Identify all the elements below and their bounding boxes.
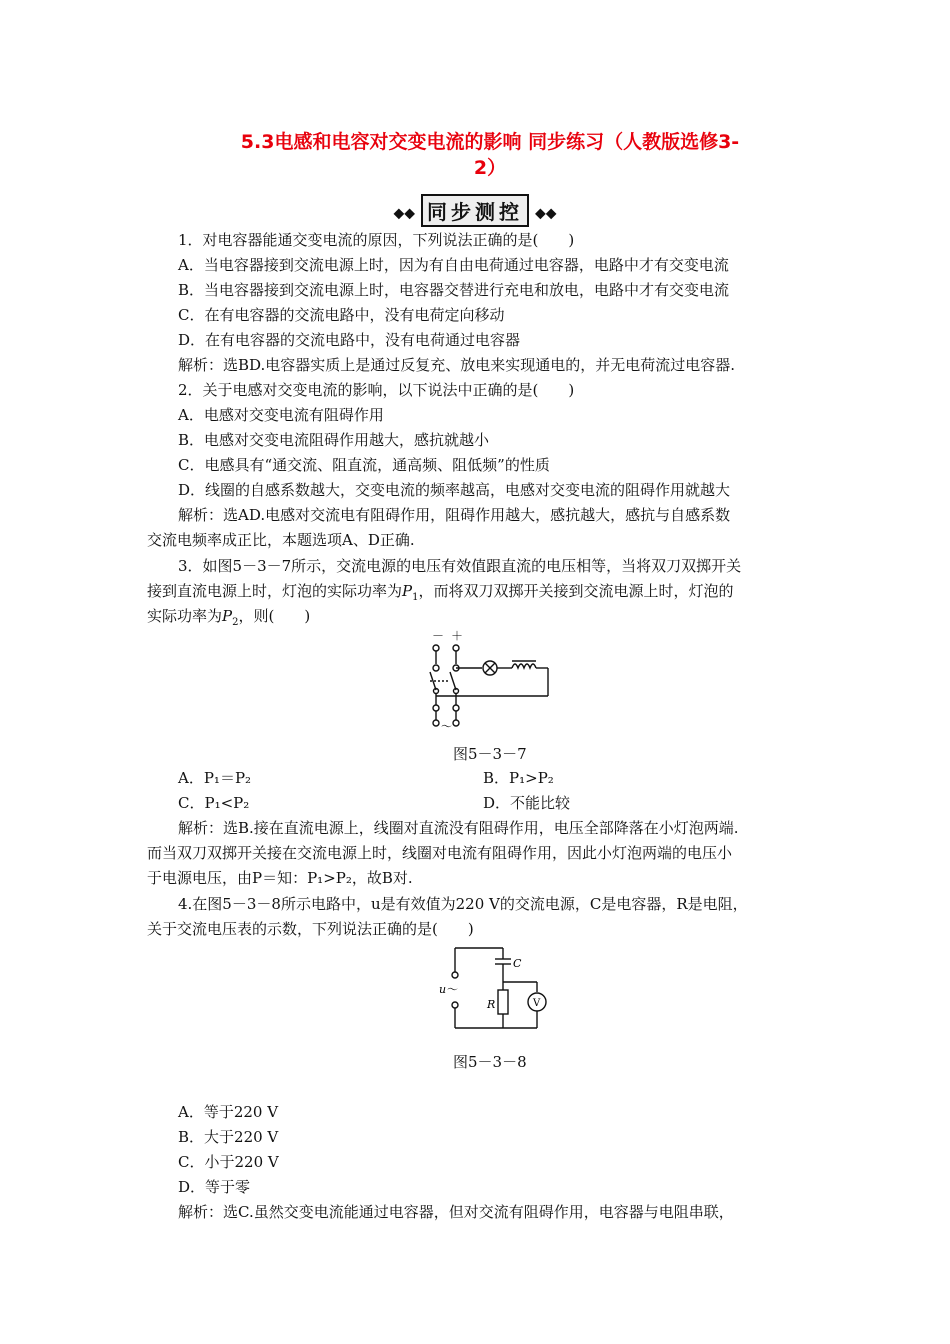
diamond-left-icon: ◆◆: [393, 205, 415, 222]
fig-plus-label: ＋: [451, 629, 464, 643]
q1-stem: 1．对电容器能通交变电流的原因，下列说法正确的是( ): [178, 231, 575, 249]
q1-analysis: 解析：选BD.电容器实质上是通过反复充、放电来实现通电的，并无电荷流过电容器.: [178, 356, 736, 374]
fig-c-label: C: [513, 957, 522, 970]
fig-minus-label: －: [432, 629, 445, 643]
q2-analysis-2: 交流电频率成正比，本题选项A、D正确.: [147, 531, 415, 549]
circuit-figure-5-3-7: [420, 628, 560, 738]
q3-analysis-1: 解析：选B.接在直流电源上，线圈对直流没有阻碍作用，电压全部降落在小灯泡两端.: [178, 819, 739, 837]
banner-label: 同步测控: [421, 194, 529, 227]
q3-option-a: A．P₁＝P₂: [178, 769, 252, 787]
q3-option-b: B．P₁>P₂: [483, 769, 554, 787]
fig-ac-label: ～: [441, 720, 452, 733]
q3-stem-1: 3．如图5－3－7所示，交流电源的电压有效值跟直流的电压相等，当将双刀双掷开关: [178, 557, 742, 575]
q2-stem: 2．关于电感对交变电流的影响，以下说法中正确的是( ): [178, 381, 575, 399]
q4-analysis: 解析：选C.虽然交变电流能通过电容器，但对交流有阻碍作用，电容器与电阻串联，: [178, 1203, 734, 1221]
q2-option-d: D．线圈的自感系数越大，交变电流的频率越高，电感对交变电流的阻碍作用就越大: [178, 481, 731, 499]
q3-stem-3: 实际功率为$P_2$，则( ): [147, 607, 311, 628]
q3-analysis-3: 于电源电压，由P＝知：P₁>P₂，故B对.: [147, 869, 413, 887]
q2-option-b: B．电感对交变电流阻碍作用越大，感抗就越小: [178, 431, 490, 449]
q3-figure-caption: 图5－3－7: [453, 745, 527, 763]
q4-option-b: B．大于220 V: [178, 1128, 279, 1146]
circuit-figure-5-3-8: [425, 940, 565, 1035]
title-line-1: 5.3电感和电容对交变电流的影响 同步练习（人教版选修3-: [240, 131, 740, 153]
q4-figure-caption: 图5－3－8: [453, 1053, 527, 1071]
q2-option-a: A．电感对交变电流有阻碍作用: [178, 406, 384, 424]
q1-option-c: C．在有电容器的交流电路中，没有电荷定向移动: [178, 306, 505, 324]
q4-option-a: A．等于220 V: [178, 1103, 279, 1121]
q4-option-c: C．小于220 V: [178, 1153, 279, 1171]
q4-option-d: D．等于零: [178, 1178, 251, 1196]
q1-option-b: B．当电容器接到交流电源上时，电容器交替进行充电和放电，电路中才有交变电流: [178, 281, 730, 299]
q1-option-d: D．在有电容器的交流电路中，没有电荷通过电容器: [178, 331, 521, 349]
q3-stem-2: 接到直流电源上时，灯泡的实际功率为$P_1$，而将双刀双掷开关接到交流电源上时，灯泡的: [147, 582, 734, 603]
q1-option-a: A．当电容器接到交流电源上时，因为有自由电荷通过电容器，电路中才有交变电流: [178, 256, 729, 274]
q2-analysis-1: 解析：选AD.电感对交流电有阻碍作用，阻碍作用越大，感抗越大，感抗与自感系数: [178, 506, 731, 524]
fig-u-label: u: [439, 983, 447, 996]
q3-option-c: C．P₁<P₂: [178, 794, 250, 812]
fig-tilde-label: ～: [447, 983, 458, 996]
section-banner: [0, 194, 950, 227]
q2-option-c: C．电感具有“通交流、阻直流，通高频、阻低频”的性质: [178, 456, 550, 474]
q3-analysis-2: 而当双刀双掷开关接在交流电源上时，线圈对电流有阻碍作用，因此小灯泡两端的电压小: [147, 844, 733, 862]
q4-stem-1: 4.在图5－3－8所示电路中，u是有效值为220 V的交流电源，C是电容器，R是电阻，: [178, 895, 748, 913]
fig-v-label: V: [533, 998, 541, 1009]
title-line-2: 2）: [473, 157, 507, 179]
diamond-right-icon: ◆◆: [535, 205, 557, 222]
fig-r-label: R: [487, 998, 496, 1011]
q3-option-d: D．不能比较: [483, 794, 571, 812]
q4-stem-2: 关于交流电压表的示数，下列说法正确的是( ): [147, 920, 474, 938]
